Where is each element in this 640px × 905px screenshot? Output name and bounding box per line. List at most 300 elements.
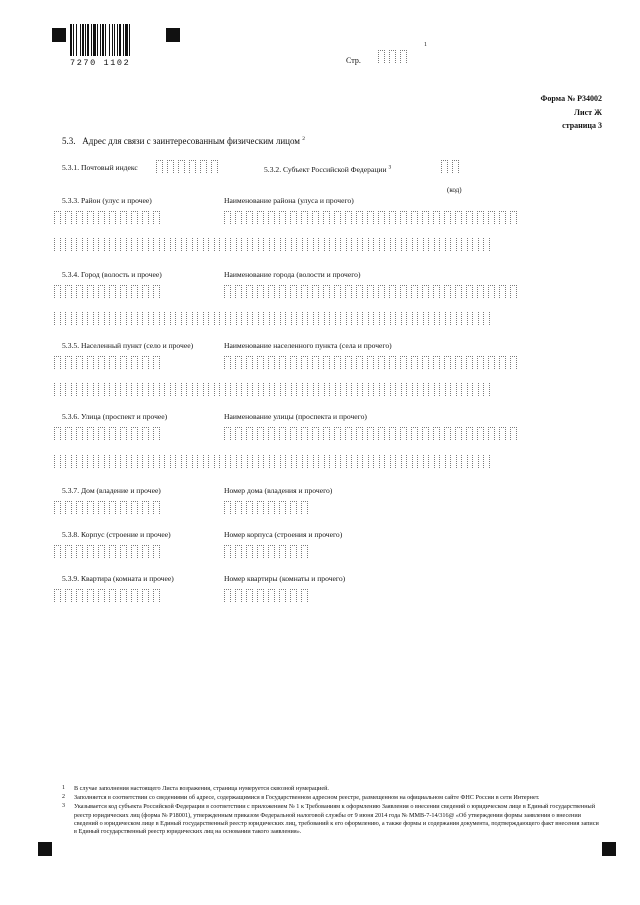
input-cell[interactable] xyxy=(356,356,363,369)
input-cell[interactable] xyxy=(197,455,204,468)
input-cell[interactable] xyxy=(472,455,479,468)
input-cell[interactable] xyxy=(301,211,308,224)
input-cell[interactable] xyxy=(285,238,292,251)
input-cell[interactable] xyxy=(164,455,171,468)
input-cell[interactable] xyxy=(483,455,490,468)
input-cell[interactable] xyxy=(120,211,127,224)
input-cell[interactable] xyxy=(268,211,275,224)
input-cell[interactable] xyxy=(65,427,72,440)
input-cell[interactable] xyxy=(279,356,286,369)
input-cell[interactable] xyxy=(153,501,160,514)
input-cell[interactable] xyxy=(499,356,506,369)
input-cell[interactable] xyxy=(224,589,231,602)
input-cell[interactable] xyxy=(109,427,116,440)
input-cell[interactable] xyxy=(285,455,292,468)
input-cell[interactable] xyxy=(279,545,286,558)
input-cell[interactable] xyxy=(153,211,160,224)
input-cell[interactable] xyxy=(290,589,297,602)
building-number-cells[interactable] xyxy=(224,545,312,558)
input-cell[interactable] xyxy=(131,427,138,440)
apartment-type-cells[interactable] xyxy=(54,589,164,602)
input-cell[interactable] xyxy=(65,501,72,514)
input-cell[interactable] xyxy=(87,501,94,514)
input-cell[interactable] xyxy=(65,285,72,298)
input-cell[interactable] xyxy=(356,211,363,224)
input-cell[interactable] xyxy=(156,160,163,173)
input-cell[interactable] xyxy=(279,501,286,514)
input-cell[interactable] xyxy=(120,356,127,369)
input-cell[interactable] xyxy=(175,383,182,396)
input-cell[interactable] xyxy=(257,285,264,298)
input-cell[interactable] xyxy=(131,211,138,224)
input-cell[interactable] xyxy=(224,211,231,224)
input-cell[interactable] xyxy=(87,238,94,251)
input-cell[interactable] xyxy=(76,501,83,514)
input-cell[interactable] xyxy=(241,238,248,251)
input-cell[interactable] xyxy=(87,285,94,298)
input-cell[interactable] xyxy=(510,356,517,369)
input-cell[interactable] xyxy=(153,455,160,468)
input-cell[interactable] xyxy=(483,238,490,251)
input-cell[interactable] xyxy=(296,312,303,325)
settlement-name-cells-row2[interactable] xyxy=(54,383,494,396)
input-cell[interactable] xyxy=(153,285,160,298)
input-cell[interactable] xyxy=(441,160,448,173)
input-cell[interactable] xyxy=(428,238,435,251)
input-cell[interactable] xyxy=(384,238,391,251)
input-cell[interactable] xyxy=(257,211,264,224)
input-cell[interactable] xyxy=(389,356,396,369)
input-cell[interactable] xyxy=(274,383,281,396)
input-cell[interactable] xyxy=(76,545,83,558)
input-cell[interactable] xyxy=(356,285,363,298)
input-cell[interactable] xyxy=(378,356,385,369)
input-cell[interactable] xyxy=(411,427,418,440)
input-cell[interactable] xyxy=(142,356,149,369)
input-cell[interactable] xyxy=(65,455,72,468)
apartment-number-cells[interactable] xyxy=(224,589,312,602)
settlement-type-cells[interactable] xyxy=(54,356,164,369)
input-cell[interactable] xyxy=(167,160,174,173)
input-cell[interactable] xyxy=(224,501,231,514)
input-cell[interactable] xyxy=(510,211,517,224)
input-cell[interactable] xyxy=(384,312,391,325)
city-type-cells[interactable] xyxy=(54,285,164,298)
input-cell[interactable] xyxy=(395,383,402,396)
input-cell[interactable] xyxy=(120,383,127,396)
input-cell[interactable] xyxy=(378,427,385,440)
input-cell[interactable] xyxy=(472,238,479,251)
input-cell[interactable] xyxy=(461,312,468,325)
input-cell[interactable] xyxy=(351,238,358,251)
input-cell[interactable] xyxy=(488,356,495,369)
input-cell[interactable] xyxy=(153,545,160,558)
input-cell[interactable] xyxy=(422,211,429,224)
input-cell[interactable] xyxy=(362,455,369,468)
input-cell[interactable] xyxy=(307,383,314,396)
input-cell[interactable] xyxy=(312,285,319,298)
input-cell[interactable] xyxy=(290,211,297,224)
input-cell[interactable] xyxy=(367,211,374,224)
street-type-cells[interactable] xyxy=(54,427,164,440)
input-cell[interactable] xyxy=(109,545,116,558)
input-cell[interactable] xyxy=(87,211,94,224)
input-cell[interactable] xyxy=(450,312,457,325)
city-name-cells-row1[interactable] xyxy=(224,285,521,298)
page-number-cells[interactable] xyxy=(378,50,411,63)
input-cell[interactable] xyxy=(54,356,61,369)
input-cell[interactable] xyxy=(131,545,138,558)
input-cell[interactable] xyxy=(455,285,462,298)
input-cell[interactable] xyxy=(373,312,380,325)
input-cell[interactable] xyxy=(268,427,275,440)
input-cell[interactable] xyxy=(466,427,473,440)
input-cell[interactable] xyxy=(301,501,308,514)
input-cell[interactable] xyxy=(499,427,506,440)
input-cell[interactable] xyxy=(444,356,451,369)
input-cell[interactable] xyxy=(76,589,83,602)
input-cell[interactable] xyxy=(323,285,330,298)
input-cell[interactable] xyxy=(235,285,242,298)
input-cell[interactable] xyxy=(422,356,429,369)
input-cell[interactable] xyxy=(367,427,374,440)
input-cell[interactable] xyxy=(87,455,94,468)
input-cell[interactable] xyxy=(109,356,116,369)
input-cell[interactable] xyxy=(54,383,61,396)
input-cell[interactable] xyxy=(263,312,270,325)
input-cell[interactable] xyxy=(241,455,248,468)
input-cell[interactable] xyxy=(54,427,61,440)
input-cell[interactable] xyxy=(76,356,83,369)
input-cell[interactable] xyxy=(477,427,484,440)
input-cell[interactable] xyxy=(142,455,149,468)
input-cell[interactable] xyxy=(263,238,270,251)
input-cell[interactable] xyxy=(76,238,83,251)
input-cell[interactable] xyxy=(329,383,336,396)
input-cell[interactable] xyxy=(444,427,451,440)
input-cell[interactable] xyxy=(109,238,116,251)
input-cell[interactable] xyxy=(406,238,413,251)
input-cell[interactable] xyxy=(279,589,286,602)
input-cell[interactable] xyxy=(263,383,270,396)
building-type-cells[interactable] xyxy=(54,545,164,558)
input-cell[interactable] xyxy=(153,383,160,396)
input-cell[interactable] xyxy=(384,455,391,468)
input-cell[interactable] xyxy=(301,356,308,369)
input-cell[interactable] xyxy=(54,589,61,602)
input-cell[interactable] xyxy=(285,312,292,325)
input-cell[interactable] xyxy=(488,427,495,440)
input-cell[interactable] xyxy=(417,455,424,468)
street-name-cells-row1[interactable] xyxy=(224,427,521,440)
input-cell[interactable] xyxy=(279,211,286,224)
input-cell[interactable] xyxy=(109,383,116,396)
input-cell[interactable] xyxy=(54,501,61,514)
input-cell[interactable] xyxy=(268,356,275,369)
input-cell[interactable] xyxy=(373,383,380,396)
input-cell[interactable] xyxy=(98,455,105,468)
input-cell[interactable] xyxy=(120,589,127,602)
input-cell[interactable] xyxy=(252,238,259,251)
input-cell[interactable] xyxy=(197,312,204,325)
input-cell[interactable] xyxy=(334,285,341,298)
input-cell[interactable] xyxy=(290,501,297,514)
input-cell[interactable] xyxy=(329,312,336,325)
district-name-cells-row1[interactable] xyxy=(224,211,521,224)
input-cell[interactable] xyxy=(411,211,418,224)
input-cell[interactable] xyxy=(120,501,127,514)
input-cell[interactable] xyxy=(312,356,319,369)
input-cell[interactable] xyxy=(400,285,407,298)
input-cell[interactable] xyxy=(340,455,347,468)
input-cell[interactable] xyxy=(98,211,105,224)
input-cell[interactable] xyxy=(400,356,407,369)
input-cell[interactable] xyxy=(389,211,396,224)
input-cell[interactable] xyxy=(153,589,160,602)
input-cell[interactable] xyxy=(329,455,336,468)
input-cell[interactable] xyxy=(450,455,457,468)
input-cell[interactable] xyxy=(142,501,149,514)
input-cell[interactable] xyxy=(290,285,297,298)
input-cell[interactable] xyxy=(411,356,418,369)
input-cell[interactable] xyxy=(131,383,138,396)
input-cell[interactable] xyxy=(235,427,242,440)
input-cell[interactable] xyxy=(186,312,193,325)
input-cell[interactable] xyxy=(362,383,369,396)
input-cell[interactable] xyxy=(87,589,94,602)
input-cell[interactable] xyxy=(373,455,380,468)
input-cell[interactable] xyxy=(301,285,308,298)
input-cell[interactable] xyxy=(411,285,418,298)
settlement-name-cells-row1[interactable] xyxy=(224,356,521,369)
input-cell[interactable] xyxy=(142,211,149,224)
input-cell[interactable] xyxy=(131,501,138,514)
input-cell[interactable] xyxy=(142,427,149,440)
input-cell[interactable] xyxy=(466,356,473,369)
input-cell[interactable] xyxy=(318,455,325,468)
input-cell[interactable] xyxy=(189,160,196,173)
input-cell[interactable] xyxy=(246,211,253,224)
input-cell[interactable] xyxy=(312,427,319,440)
input-cell[interactable] xyxy=(477,285,484,298)
input-cell[interactable] xyxy=(235,545,242,558)
postal-index-cells[interactable] xyxy=(156,160,222,173)
city-name-cells-row2[interactable] xyxy=(54,312,494,325)
input-cell[interactable] xyxy=(323,211,330,224)
input-cell[interactable] xyxy=(76,455,83,468)
input-cell[interactable] xyxy=(241,312,248,325)
input-cell[interactable] xyxy=(98,501,105,514)
input-cell[interactable] xyxy=(422,427,429,440)
input-cell[interactable] xyxy=(197,238,204,251)
input-cell[interactable] xyxy=(235,501,242,514)
input-cell[interactable] xyxy=(285,383,292,396)
input-cell[interactable] xyxy=(98,356,105,369)
input-cell[interactable] xyxy=(417,383,424,396)
input-cell[interactable] xyxy=(367,285,374,298)
input-cell[interactable] xyxy=(109,589,116,602)
input-cell[interactable] xyxy=(54,238,61,251)
input-cell[interactable] xyxy=(477,211,484,224)
input-cell[interactable] xyxy=(378,50,385,63)
input-cell[interactable] xyxy=(290,356,297,369)
input-cell[interactable] xyxy=(483,312,490,325)
input-cell[interactable] xyxy=(450,383,457,396)
input-cell[interactable] xyxy=(389,50,396,63)
input-cell[interactable] xyxy=(252,455,259,468)
input-cell[interactable] xyxy=(76,383,83,396)
input-cell[interactable] xyxy=(417,238,424,251)
input-cell[interactable] xyxy=(120,427,127,440)
input-cell[interactable] xyxy=(219,238,226,251)
input-cell[interactable] xyxy=(109,501,116,514)
input-cell[interactable] xyxy=(329,238,336,251)
input-cell[interactable] xyxy=(65,589,72,602)
input-cell[interactable] xyxy=(109,211,116,224)
input-cell[interactable] xyxy=(98,545,105,558)
input-cell[interactable] xyxy=(197,383,204,396)
input-cell[interactable] xyxy=(230,238,237,251)
input-cell[interactable] xyxy=(241,383,248,396)
input-cell[interactable] xyxy=(290,545,297,558)
input-cell[interactable] xyxy=(252,383,259,396)
input-cell[interactable] xyxy=(142,545,149,558)
input-cell[interactable] xyxy=(54,312,61,325)
input-cell[interactable] xyxy=(54,455,61,468)
input-cell[interactable] xyxy=(98,312,105,325)
input-cell[interactable] xyxy=(98,427,105,440)
input-cell[interactable] xyxy=(142,589,149,602)
street-name-cells-row2[interactable] xyxy=(54,455,494,468)
input-cell[interactable] xyxy=(76,285,83,298)
input-cell[interactable] xyxy=(98,285,105,298)
input-cell[interactable] xyxy=(208,312,215,325)
input-cell[interactable] xyxy=(356,427,363,440)
input-cell[interactable] xyxy=(87,427,94,440)
input-cell[interactable] xyxy=(274,238,281,251)
input-cell[interactable] xyxy=(54,285,61,298)
input-cell[interactable] xyxy=(296,455,303,468)
input-cell[interactable] xyxy=(439,383,446,396)
input-cell[interactable] xyxy=(466,285,473,298)
input-cell[interactable] xyxy=(433,211,440,224)
input-cell[interactable] xyxy=(428,383,435,396)
input-cell[interactable] xyxy=(98,589,105,602)
input-cell[interactable] xyxy=(98,238,105,251)
input-cell[interactable] xyxy=(345,356,352,369)
input-cell[interactable] xyxy=(340,238,347,251)
input-cell[interactable] xyxy=(268,501,275,514)
input-cell[interactable] xyxy=(76,312,83,325)
input-cell[interactable] xyxy=(334,356,341,369)
input-cell[interactable] xyxy=(131,589,138,602)
input-cell[interactable] xyxy=(455,356,462,369)
input-cell[interactable] xyxy=(384,383,391,396)
input-cell[interactable] xyxy=(452,160,459,173)
input-cell[interactable] xyxy=(65,383,72,396)
input-cell[interactable] xyxy=(406,312,413,325)
input-cell[interactable] xyxy=(274,312,281,325)
input-cell[interactable] xyxy=(455,427,462,440)
input-cell[interactable] xyxy=(65,238,72,251)
input-cell[interactable] xyxy=(120,545,127,558)
district-name-cells-row2[interactable] xyxy=(54,238,494,251)
input-cell[interactable] xyxy=(334,427,341,440)
input-cell[interactable] xyxy=(351,455,358,468)
input-cell[interactable] xyxy=(246,589,253,602)
district-type-cells[interactable] xyxy=(54,211,164,224)
input-cell[interactable] xyxy=(400,427,407,440)
input-cell[interactable] xyxy=(109,312,116,325)
input-cell[interactable] xyxy=(142,312,149,325)
input-cell[interactable] xyxy=(433,356,440,369)
input-cell[interactable] xyxy=(340,383,347,396)
input-cell[interactable] xyxy=(257,356,264,369)
input-cell[interactable] xyxy=(499,285,506,298)
input-cell[interactable] xyxy=(257,427,264,440)
input-cell[interactable] xyxy=(351,383,358,396)
input-cell[interactable] xyxy=(235,589,242,602)
input-cell[interactable] xyxy=(131,455,138,468)
input-cell[interactable] xyxy=(153,356,160,369)
input-cell[interactable] xyxy=(488,211,495,224)
input-cell[interactable] xyxy=(109,285,116,298)
input-cell[interactable] xyxy=(389,427,396,440)
input-cell[interactable] xyxy=(296,238,303,251)
input-cell[interactable] xyxy=(54,211,61,224)
input-cell[interactable] xyxy=(439,312,446,325)
input-cell[interactable] xyxy=(472,383,479,396)
input-cell[interactable] xyxy=(301,545,308,558)
input-cell[interactable] xyxy=(230,312,237,325)
input-cell[interactable] xyxy=(224,356,231,369)
input-cell[interactable] xyxy=(279,427,286,440)
house-type-cells[interactable] xyxy=(54,501,164,514)
subject-code-cells[interactable] xyxy=(441,160,463,173)
input-cell[interactable] xyxy=(120,455,127,468)
input-cell[interactable] xyxy=(164,312,171,325)
input-cell[interactable] xyxy=(290,427,297,440)
input-cell[interactable] xyxy=(175,455,182,468)
input-cell[interactable] xyxy=(263,455,270,468)
input-cell[interactable] xyxy=(422,285,429,298)
input-cell[interactable] xyxy=(466,211,473,224)
input-cell[interactable] xyxy=(301,589,308,602)
input-cell[interactable] xyxy=(477,356,484,369)
input-cell[interactable] xyxy=(268,589,275,602)
input-cell[interactable] xyxy=(351,312,358,325)
input-cell[interactable] xyxy=(76,211,83,224)
input-cell[interactable] xyxy=(164,238,171,251)
input-cell[interactable] xyxy=(120,285,127,298)
input-cell[interactable] xyxy=(257,545,264,558)
input-cell[interactable] xyxy=(439,238,446,251)
input-cell[interactable] xyxy=(224,427,231,440)
input-cell[interactable] xyxy=(200,160,207,173)
input-cell[interactable] xyxy=(224,285,231,298)
input-cell[interactable] xyxy=(307,455,314,468)
input-cell[interactable] xyxy=(65,545,72,558)
input-cell[interactable] xyxy=(323,427,330,440)
input-cell[interactable] xyxy=(164,383,171,396)
input-cell[interactable] xyxy=(87,383,94,396)
input-cell[interactable] xyxy=(307,312,314,325)
input-cell[interactable] xyxy=(378,285,385,298)
input-cell[interactable] xyxy=(131,238,138,251)
input-cell[interactable] xyxy=(444,211,451,224)
input-cell[interactable] xyxy=(120,238,127,251)
input-cell[interactable] xyxy=(230,455,237,468)
